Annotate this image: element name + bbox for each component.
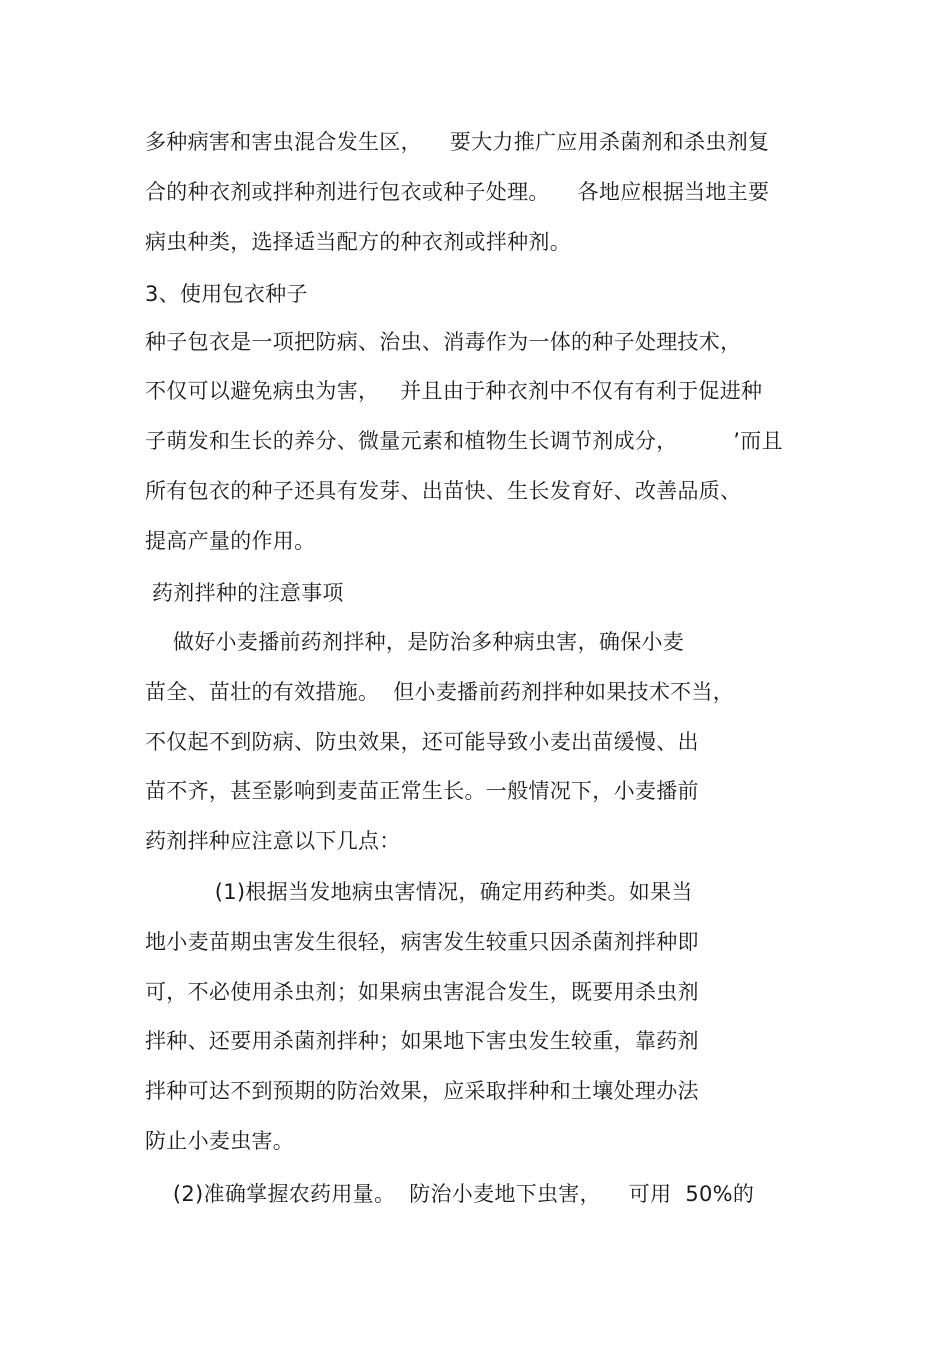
paragraph-line: 不仅可以避免病虫为害， 并且由于种衣剂中不仅有有利于促进种 bbox=[145, 379, 763, 403]
paragraph-line: 可，不必使用杀虫剂；如果病虫害混合发生，既要用杀虫剂 bbox=[145, 980, 699, 1004]
paragraph-line: 多种病害和害虫混合发生区， 要大力推广应用杀菌剂和杀虫剂复 bbox=[145, 130, 770, 154]
paragraph-line: 不仅起不到防病、防虫效果，还可能导致小麦出苗缓慢、出 bbox=[145, 730, 699, 754]
paragraph-line: 苗不齐，甚至影响到麦苗正常生长。一般情况下，小麦播前 bbox=[145, 779, 699, 803]
paragraph-line: 地小麦苗期虫害发生很轻，病害发生较重只因杀菌剂拌种即 bbox=[145, 930, 699, 954]
paragraph-line: 拌种、还要用杀菌剂拌种；如果地下害虫发生较重，靠药剂 bbox=[145, 1029, 699, 1053]
paragraph-line: 防止小麦虫害。 bbox=[145, 1129, 295, 1153]
section-heading: 3、使用包衣种子 bbox=[145, 282, 308, 306]
section-heading: 药剂拌种的注意事项 bbox=[145, 581, 344, 605]
paragraph-line: 药剂拌种应注意以下几点： bbox=[145, 829, 401, 853]
paragraph-line: 合的种衣剂或拌种剂进行包衣或种子处理。 各地应根据当地主要 bbox=[145, 180, 770, 204]
paragraph-line: 苗全、苗壮的有效措施。 但小麦播前药剂拌种如果技术不当， bbox=[145, 680, 735, 704]
paragraph-line: (1)根据当发地病虫害情况，确定用药种类。如果当 bbox=[145, 880, 693, 904]
paragraph-line: 病虫种类，选择适当配方的种衣剂或拌种剂。 bbox=[145, 230, 571, 254]
paragraph-line: 子萌发和生长的养分、微量元素和植物生长调节剂成分， ’而且 bbox=[145, 429, 783, 453]
paragraph-line: 做好小麦播前药剂拌种，是防治多种病虫害，确保小麦 bbox=[145, 630, 685, 654]
paragraph-line: 种子包衣是一项把防病、治虫、消毒作为一体的种子处理技术， bbox=[145, 330, 742, 354]
paragraph-line: 拌种可达不到预期的防治效果，应采取拌种和土壤处理办法 bbox=[145, 1079, 699, 1103]
paragraph-line: 所有包衣的种子还具有发芽、出苗快、生长发育好、改善品质、 bbox=[145, 479, 742, 503]
paragraph-line: (2)准确掌握农药用量。 防治小麦地下虫害， 可用 50%的 bbox=[145, 1182, 755, 1206]
paragraph-line: 提高产量的作用。 bbox=[145, 529, 316, 553]
